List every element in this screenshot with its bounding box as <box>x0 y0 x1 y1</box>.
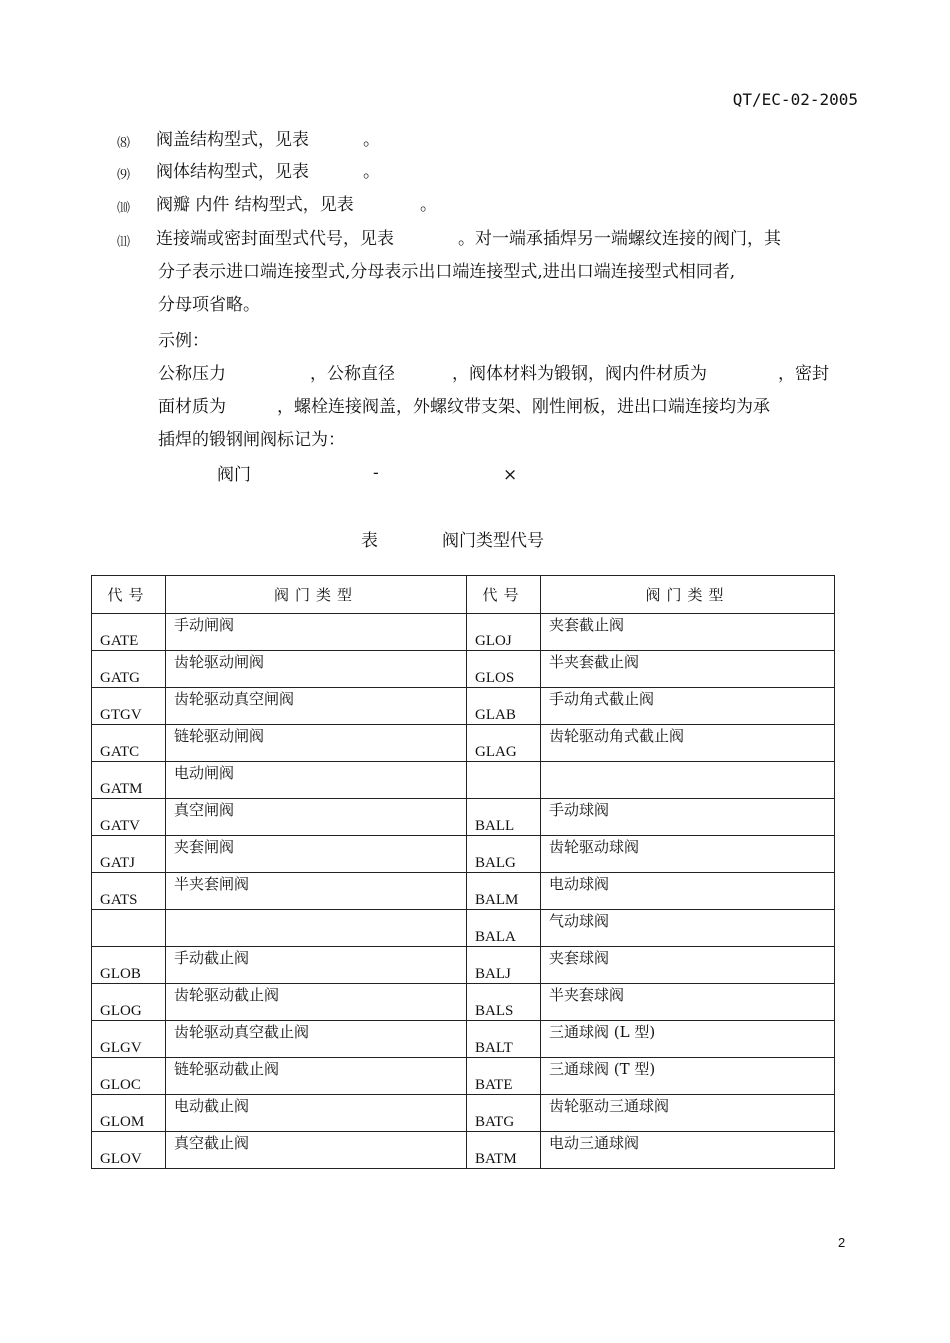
valve-type-cell: 电动三通球阀 <box>541 1132 835 1169</box>
valve-type-cell <box>166 910 467 947</box>
item-10-period: 。 <box>420 195 437 215</box>
item-11-line2: 分子表示进口端连接型式,分母表示出口端连接型式,进出口端连接型式相同者, <box>158 262 736 282</box>
example-line2-a: 面材质为 <box>158 397 226 417</box>
item-8-number: ⑻ <box>117 136 131 151</box>
item-8-text: 阀盖结构型式，见表 <box>156 130 309 150</box>
table-caption-prefix: 表 <box>361 531 378 551</box>
table-row <box>92 1132 835 1169</box>
valve-type-cell: 三通球阀 (L 型) <box>541 1021 835 1058</box>
valve-code-cell: BALG <box>467 836 541 873</box>
valve-code-cell: GLAG <box>467 725 541 762</box>
valve-type-table <box>91 575 835 1169</box>
valve-code-cell: GLAB <box>467 688 541 725</box>
table-row <box>92 910 835 947</box>
valve-code-cell: GLOS <box>467 651 541 688</box>
table-row <box>92 614 835 651</box>
valve-code-cell: BATM <box>467 1132 541 1169</box>
valve-type-cell: 手动球阀 <box>541 799 835 836</box>
valve-type-cell: 齿轮驱动角式截止阀 <box>541 725 835 762</box>
valve-type-cell: 夹套闸阀 <box>166 836 467 873</box>
valve-type-cell: 链轮驱动闸阀 <box>166 725 467 762</box>
valve-type-cell: 齿轮驱动真空闸阀 <box>166 688 467 725</box>
valve-type-cell: 半夹套闸阀 <box>166 873 467 910</box>
header-valve-type: 阀门类型 <box>541 576 835 614</box>
document-code: QT/EC-02-2005 <box>732 90 858 109</box>
valve-code-cell: BATE <box>467 1058 541 1095</box>
item-8-period: 。 <box>363 130 380 150</box>
table-row <box>92 725 835 762</box>
example-line1-a: 公称压力 <box>158 364 226 384</box>
valve-type-cell: 夹套球阀 <box>541 947 835 984</box>
header-code: 代号 <box>467 576 541 614</box>
valve-type-cell: 手动闸阀 <box>166 614 467 651</box>
item-11-line3: 分母项省略。 <box>158 295 260 315</box>
valve-type-cell: 齿轮驱动截止阀 <box>166 984 467 1021</box>
table-header-row <box>92 576 835 614</box>
valve-type-cell: 手动截止阀 <box>166 947 467 984</box>
page-number: 2 <box>838 1235 846 1250</box>
table-row <box>92 836 835 873</box>
item-11-line1-a: 连接端或密封面型式代号，见表 <box>156 229 394 249</box>
header-code: 代号 <box>92 576 166 614</box>
valve-type-cell: 齿轮驱动三通球阀 <box>541 1095 835 1132</box>
valve-type-cell: 电动闸阀 <box>166 762 467 799</box>
example-line1-c: ，阀体材料为锻钢，阀内件材质为 <box>452 364 707 384</box>
example-line2-b: ，螺栓连接阀盖，外螺纹带支架、刚性闸板，进出口端连接均为承 <box>277 397 770 417</box>
valve-code-cell: GATG <box>92 651 166 688</box>
item-11-number: ⑾ <box>117 235 131 250</box>
valve-code-cell: GATS <box>92 873 166 910</box>
valve-code-cell: BALM <box>467 873 541 910</box>
valve-code-cell: GATE <box>92 614 166 651</box>
table-row <box>92 984 835 1021</box>
valve-code-cell: GLOM <box>92 1095 166 1132</box>
valve-type-cell: 电动截止阀 <box>166 1095 467 1132</box>
marking-times: × <box>503 465 518 485</box>
example-label: 示例： <box>158 331 209 351</box>
valve-type-cell: 链轮驱动截止阀 <box>166 1058 467 1095</box>
valve-code-cell: BALT <box>467 1021 541 1058</box>
table-row <box>92 873 835 910</box>
marking-label: 阀门 <box>217 465 251 485</box>
valve-type-cell: 真空截止阀 <box>166 1132 467 1169</box>
valve-type-cell: 齿轮驱动球阀 <box>541 836 835 873</box>
valve-code-cell: BATG <box>467 1095 541 1132</box>
valve-code-cell: BALJ <box>467 947 541 984</box>
valve-code-cell <box>92 910 166 947</box>
valve-type-cell: 齿轮驱动真空截止阀 <box>166 1021 467 1058</box>
valve-code-cell: GLGV <box>92 1021 166 1058</box>
valve-code-cell: GLOJ <box>467 614 541 651</box>
valve-type-cell: 真空闸阀 <box>166 799 467 836</box>
valve-code-cell: GLOB <box>92 947 166 984</box>
valve-code-cell: BALS <box>467 984 541 1021</box>
table-row <box>92 947 835 984</box>
valve-type-cell: 三通球阀 (T 型) <box>541 1058 835 1095</box>
example-line1-b: ，公称直径 <box>310 364 395 384</box>
valve-code-cell <box>467 762 541 799</box>
valve-type-cell: 手动角式截止阀 <box>541 688 835 725</box>
table-row <box>92 762 835 799</box>
table-caption-title: 阀门类型代号 <box>442 531 544 551</box>
table-row <box>92 651 835 688</box>
item-9-number: ⑼ <box>117 168 131 183</box>
example-line3: 插焊的锻钢闸阀标记为： <box>158 430 345 450</box>
valve-code-cell: GLOC <box>92 1058 166 1095</box>
table-row <box>92 1058 835 1095</box>
valve-code-cell: GATJ <box>92 836 166 873</box>
valve-type-cell: 电动球阀 <box>541 873 835 910</box>
valve-code-cell: GLOG <box>92 984 166 1021</box>
valve-code-cell: GLOV <box>92 1132 166 1169</box>
valve-code-cell: GATM <box>92 762 166 799</box>
valve-code-cell: GATC <box>92 725 166 762</box>
valve-type-cell: 半夹套截止阀 <box>541 651 835 688</box>
table-row <box>92 1021 835 1058</box>
valve-type-cell: 夹套截止阀 <box>541 614 835 651</box>
header-valve-type: 阀门类型 <box>166 576 467 614</box>
table-row <box>92 688 835 725</box>
valve-type-cell <box>541 762 835 799</box>
valve-code-cell: GTGV <box>92 688 166 725</box>
item-11-line1-b: 。对一端承插焊另一端螺纹连接的阀门，其 <box>458 229 781 249</box>
table-row <box>92 1095 835 1132</box>
valve-code-cell: GATV <box>92 799 166 836</box>
item-9-period: 。 <box>363 162 380 182</box>
item-10-number: ⑽ <box>117 201 131 216</box>
example-line1-d: ，密封 <box>778 364 829 384</box>
table-row <box>92 799 835 836</box>
valve-code-cell: BALL <box>467 799 541 836</box>
marking-dash: - <box>373 463 379 483</box>
valve-type-cell: 气动球阀 <box>541 910 835 947</box>
valve-type-cell: 半夹套球阀 <box>541 984 835 1021</box>
item-9-text: 阀体结构型式，见表 <box>156 162 309 182</box>
item-10-text: 阀瓣 内件 结构型式，见表 <box>156 195 354 215</box>
valve-type-cell: 齿轮驱动闸阀 <box>166 651 467 688</box>
valve-code-cell: BALA <box>467 910 541 947</box>
